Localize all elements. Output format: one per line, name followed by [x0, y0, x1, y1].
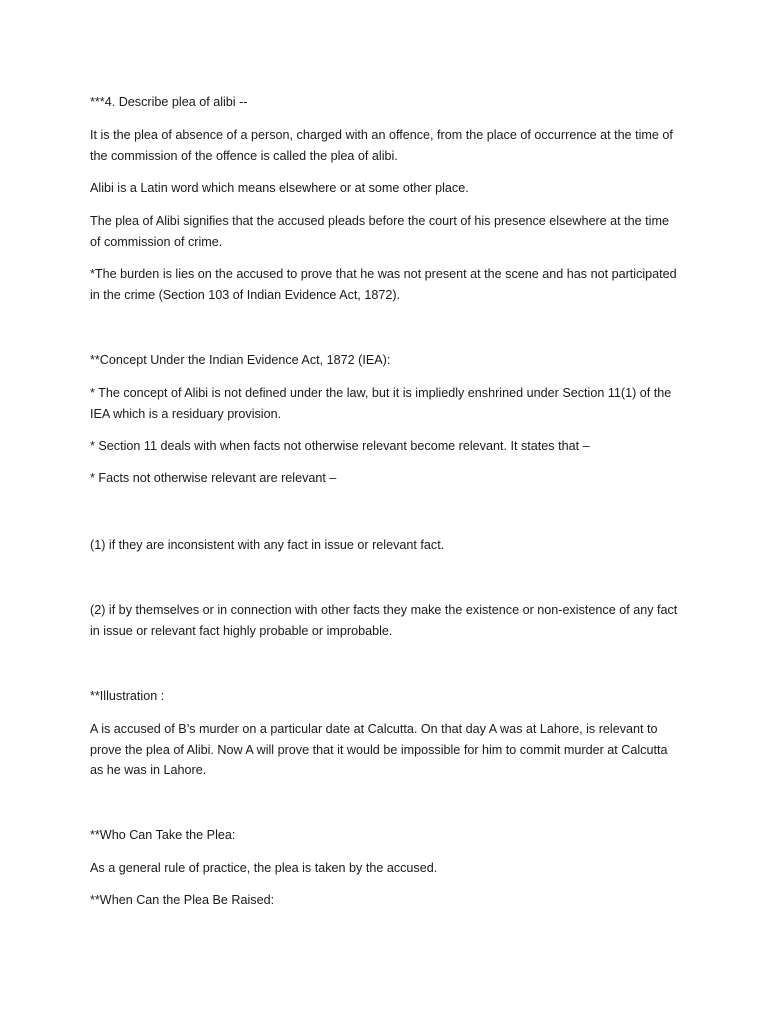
paragraph: *The burden is lies on the accused to prove that he was not present at the scene and has not participated in the crime (Section 103 of Indian Evidence Act, 1872).	[90, 267, 677, 302]
bullet-paragraph: * Section 11 deals with when facts not otherwise relevant become relevant. It states that –	[90, 439, 590, 453]
subheading: **Illustration :	[90, 689, 165, 703]
paragraph: As a general rule of practice, the plea is taken by the accused.	[90, 861, 438, 875]
subheading: **Who Can Take the Plea:	[90, 828, 236, 842]
section-heading: ***4. Describe plea of alibi --	[90, 95, 248, 109]
subheading: **Concept Under the Indian Evidence Act, 1872 (IEA):	[90, 353, 391, 367]
paragraph: A is accused of B’s murder on a particular date at Calcutta. On that day A was at Lahore, is relevant to prove the plea of Alibi. Now A will prove that it would be impossible for him to commit murder at Calcutta as he was in Lahore.	[90, 722, 668, 777]
list-item: (2) if by themselves or in connection with other facts they make the existence or non-existence of any fact in issue or relevant fact highly probable or improbable.	[90, 603, 678, 638]
bullet-paragraph: * Facts not otherwise relevant are relevant –	[90, 471, 337, 485]
subheading: **When Can the Plea Be Raised:	[90, 893, 275, 907]
paragraph: The plea of Alibi signifies that the accused pleads before the court of his presence elsewhere at the time of commission of crime.	[90, 214, 669, 249]
paragraph: Alibi is a Latin word which means elsewhere or at some other place.	[90, 181, 469, 195]
paragraph: It is the plea of absence of a person, charged with an offence, from the place of occurrence at the time of the commission of the offence is called the plea of alibi.	[90, 128, 673, 163]
bullet-paragraph: * The concept of Alibi is not defined under the law, but it is impliedly enshrined under Section 11(1) of the IEA which is a residuary provision.	[90, 386, 672, 421]
list-item: (1) if they are inconsistent with any fact in issue or relevant fact.	[90, 538, 445, 552]
